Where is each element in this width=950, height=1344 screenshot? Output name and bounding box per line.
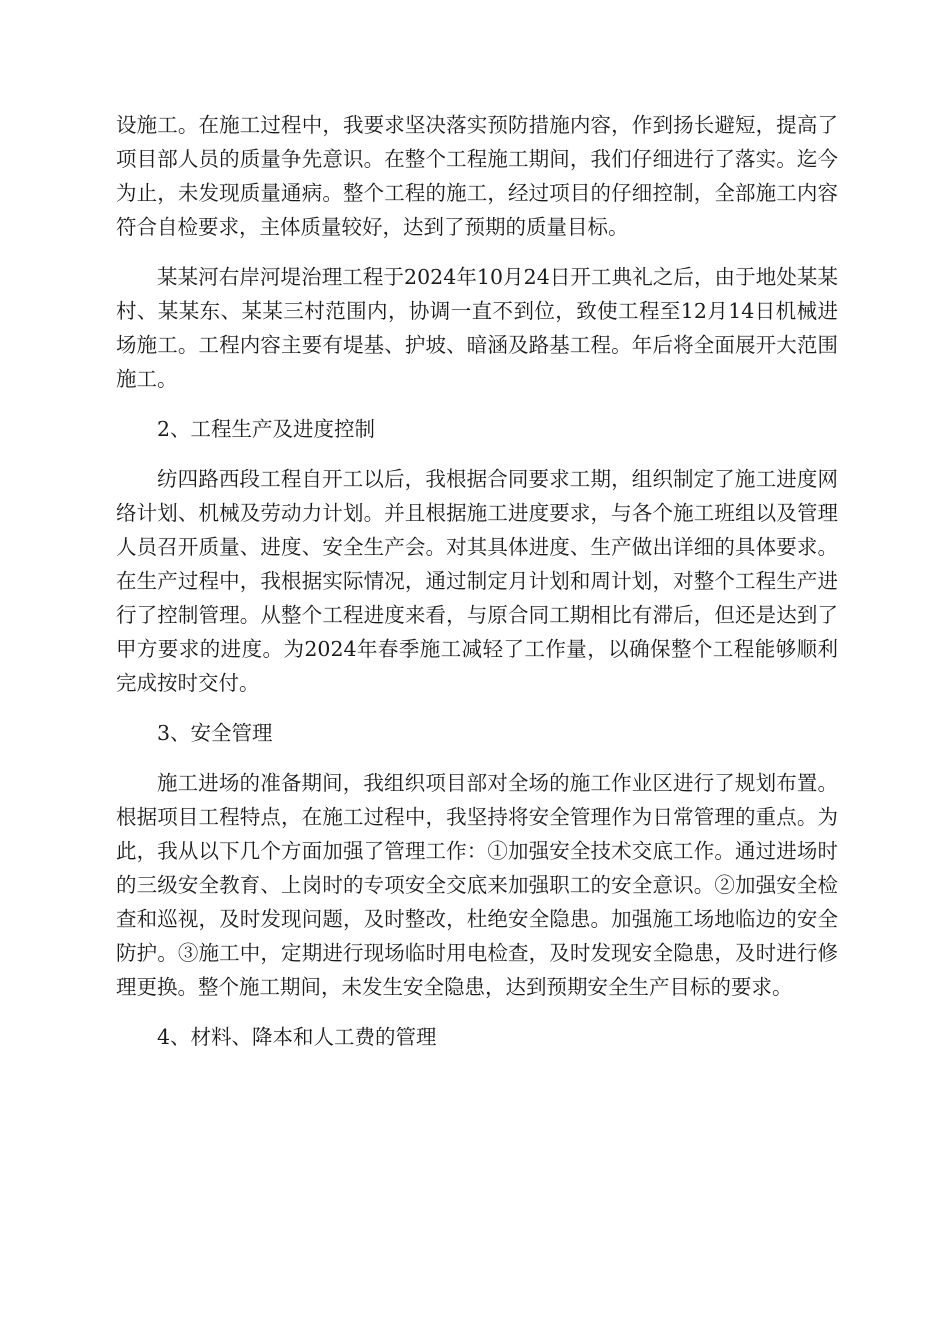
paragraph-river-embankment: 某某河右岸河堤治理工程于2024年10月24日开工典礼之后，由于地处某某村、某某东、某某三村范围内，协调一直不到位，致使工程至12月14日机械进场施工。工程内容主要有堤基、护坡、暗涵及路基工程。年后将全面展开大范围施工。 [116,265,838,391]
paragraph-safety-management: 施工进场的准备期间，我组织项目部对全场的施工作业区进行了规划布置。根据项目工程特点，在施工过程中，我坚持将安全管理作为日常管理的重点。为此，我从以下几个方面加强了管理工作：①加强安全技术交底工作。通过进场时的三级安全教育、上岗时的专项安全交底来加强职工的安全意识。②加强安全检查和巡视，及时发现问题，及时整改，杜绝安全隐患。加强施工场地临边的安全防护。③施工中，定期进行现场临时用电检查，及时发现安全隐患，及时进行修理更换。整个施工期间，未发生安全隐患，达到预期安全生产目标的要求。 [116,771,838,999]
section-heading-materials-cost: 4、材料、降本和人工费的管理 [157,1025,437,1049]
paragraph-progress-control: 纺四路西段工程自开工以后，我根据合同要求工期，组织制定了施工进度网络计划、机械及劳动力计划。并且根据施工进度要求，与各个施工班组以及管理人员召开质量、进度、安全生产会。对其具体进度、生产做出详细的具体要求。在生产过程中，我根据实际情况，通过制定月计划和周计划，对整个工程生产进行了控制管理。从整个工程进度来看，与原合同工期相比有滞后，但还是达到了甲方要求的进度。为2024年春季施工减轻了工作量，以确保整个工程能够顺利完成按时交付。 [116,467,838,695]
document-body [116,108,838,1070]
paragraph-quality-summary: 设施工。在施工过程中，我要求坚决落实预防措施内容，作到扬长避短，提高了项目部人员的质量争先意识。在整个工程施工期间，我们仔细进行了落实。迄今为止，未发现质量通病。整个工程的施工，经过项目的仔细控制，全部施工内容符合自检要求，主体质量较好，达到了预期的质量目标。 [116,113,838,239]
section-heading-progress-control: 2、工程生产及进度控制 [157,417,376,441]
section-heading-safety-management: 3、安全管理 [157,721,273,745]
